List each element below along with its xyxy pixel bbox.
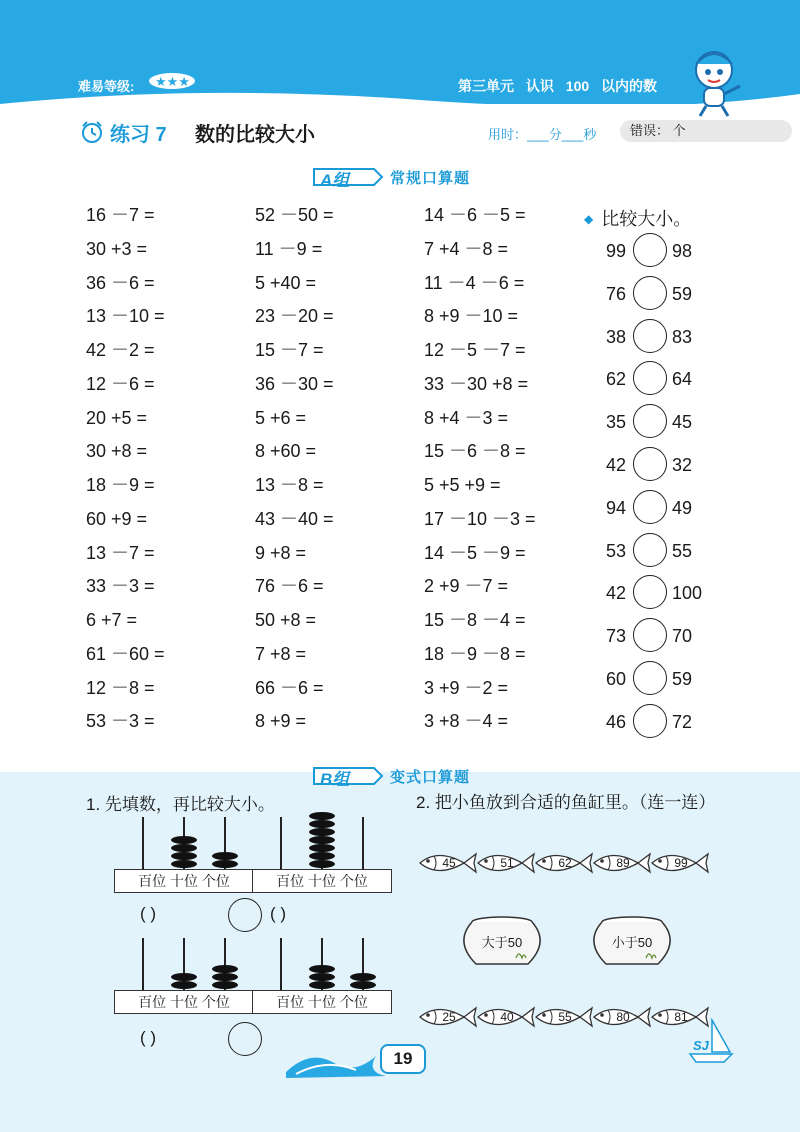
compare-left-number: 46 bbox=[605, 711, 626, 732]
answer-parens-2[interactable]: ( ) bbox=[270, 904, 287, 923]
calc-problem: 5 +6 = bbox=[255, 407, 307, 428]
compare-left-number: 99 bbox=[605, 241, 626, 261]
compare-answer-circle[interactable] bbox=[633, 404, 667, 438]
fish-number: 55 bbox=[558, 1010, 572, 1024]
bead bbox=[171, 860, 197, 868]
calc-problem: 76 －6 = bbox=[255, 576, 324, 597]
wave-decoration-icon bbox=[286, 1038, 386, 1078]
calc-problem: 52 －50 = bbox=[255, 205, 334, 225]
calc-problem: 14 －6 －5 = bbox=[424, 205, 526, 225]
difficulty-stars-icon bbox=[148, 72, 196, 90]
calc-problem: 50 +8 = bbox=[255, 610, 317, 630]
calc-problem: 7 +8 = bbox=[255, 643, 307, 664]
compare-row bbox=[600, 232, 720, 275]
calc-problem: 13 －10 = bbox=[86, 306, 165, 327]
fish[interactable] bbox=[474, 1002, 536, 1032]
bead bbox=[171, 836, 197, 844]
calc-problem: 33 －30 +8 = bbox=[424, 373, 529, 394]
compare-answer-circle[interactable] bbox=[633, 704, 667, 738]
compare-right-number: 100 bbox=[672, 583, 703, 604]
bead bbox=[171, 973, 197, 981]
calc-problem: 14 －5 －9 = bbox=[424, 542, 526, 563]
compare-row bbox=[600, 574, 720, 617]
group-b-name: 变式口算题 bbox=[390, 769, 471, 786]
compare-row bbox=[600, 660, 720, 703]
calc-problem: 5 +5 +9 = bbox=[424, 475, 501, 495]
calc-problem: 13 －8 = bbox=[255, 475, 324, 495]
bead bbox=[171, 852, 197, 860]
difficulty-label: 难易等级: bbox=[78, 79, 135, 94]
calc-problem: 60 +9 = bbox=[86, 508, 148, 529]
question-2-label: 2. 把小鱼放到合适的鱼缸里。（连一连） bbox=[416, 793, 716, 812]
bowl-label: 大于50 bbox=[481, 935, 523, 950]
exercise-number: 练习 7 bbox=[110, 124, 167, 146]
bead bbox=[309, 981, 335, 989]
abacus-3 bbox=[114, 936, 254, 1016]
bead bbox=[309, 820, 335, 828]
compare-answer-circle[interactable] bbox=[633, 447, 667, 481]
fish-row-bottom bbox=[416, 1000, 716, 1040]
calc-problem: 13 －7 = bbox=[86, 542, 155, 563]
compare-list bbox=[600, 232, 720, 746]
diamond-bullet-icon: ◆ bbox=[584, 212, 594, 226]
abacus-place-labels: 百位 十位 个位 bbox=[252, 990, 392, 1014]
compare-right-number: 32 bbox=[672, 454, 693, 475]
calc-problem: 30 +3 = bbox=[86, 238, 148, 259]
abacus-4 bbox=[252, 936, 392, 1016]
group-a-name: 常规口算题 bbox=[390, 170, 471, 187]
bead bbox=[212, 852, 238, 860]
fish-number: 62 bbox=[558, 856, 572, 870]
hundreds-rod bbox=[142, 938, 144, 990]
calc-problem: 30 +8 = bbox=[86, 441, 148, 462]
calc-problem: 43 －40 = bbox=[255, 508, 334, 529]
fish-number: 40 bbox=[500, 1010, 514, 1024]
calc-problem: 36 －6 = bbox=[86, 272, 155, 293]
hundreds-rod bbox=[142, 817, 144, 869]
calc-problem: 2 +9 －7 = bbox=[424, 576, 509, 597]
abacus-place-labels: 百位 十位 个位 bbox=[114, 990, 254, 1014]
abacus-place-labels: 百位 十位 个位 bbox=[114, 869, 254, 893]
exercise-title: 数的比较大小 bbox=[195, 124, 315, 146]
compare-row bbox=[600, 617, 720, 660]
fish-row-top bbox=[416, 846, 716, 886]
compare-answer-circle[interactable] bbox=[633, 233, 667, 267]
calc-problem: 23 －20 = bbox=[255, 306, 334, 327]
compare-left-number: 38 bbox=[605, 326, 626, 347]
compare-circle-1[interactable] bbox=[228, 898, 262, 932]
compare-right-number: 49 bbox=[672, 497, 693, 518]
calc-problem: 16 －7 = bbox=[86, 205, 155, 225]
fish-number: 80 bbox=[616, 1010, 630, 1024]
hundreds-rod bbox=[280, 817, 282, 869]
compare-left-number: 73 bbox=[605, 626, 626, 647]
compare-right-number: 83 bbox=[672, 326, 693, 347]
calc-problem: 8 +9 = bbox=[255, 711, 307, 732]
compare-answer-circle[interactable] bbox=[633, 618, 667, 652]
calc-column-2 bbox=[255, 203, 334, 743]
publisher-mark: SJ bbox=[693, 1038, 709, 1053]
calc-problem: 8 +60 = bbox=[255, 441, 317, 462]
calc-problem: 42 －2 = bbox=[86, 340, 155, 360]
page-number: 19 bbox=[380, 1044, 426, 1074]
compare-row bbox=[600, 703, 720, 746]
compare-right-number: 64 bbox=[672, 369, 693, 390]
compare-answer-circle[interactable] bbox=[633, 490, 667, 524]
calc-problem: 5 +40 = bbox=[255, 272, 317, 293]
bowl-label: 小于50 bbox=[611, 935, 653, 950]
calc-problem: 12 －6 = bbox=[86, 373, 155, 394]
bead bbox=[309, 844, 335, 852]
fish-bowl-less[interactable] bbox=[584, 914, 680, 968]
bead bbox=[309, 860, 335, 868]
compare-answer-circle[interactable] bbox=[633, 319, 667, 353]
compare-right-number: 98 bbox=[672, 241, 693, 261]
svg-text:★★★: ★★★ bbox=[155, 75, 190, 90]
bead bbox=[309, 973, 335, 981]
calc-column-3 bbox=[424, 203, 536, 743]
unit-title: 第三单元 认识 100 以内的数 bbox=[458, 78, 658, 94]
compare-row bbox=[600, 532, 720, 575]
calc-problem: 11 －9 = bbox=[255, 238, 323, 259]
time-used-field[interactable]: 用时：___分___秒 bbox=[488, 127, 597, 142]
fish[interactable] bbox=[590, 1002, 652, 1032]
ones-rod bbox=[362, 817, 364, 869]
calc-problem: 11 －4 －6 = bbox=[424, 272, 525, 293]
bead bbox=[171, 844, 197, 852]
compare-left-number: 62 bbox=[605, 369, 626, 390]
calc-problem: 15 －7 = bbox=[255, 340, 324, 360]
fish-number: 99 bbox=[674, 856, 688, 870]
fish[interactable] bbox=[416, 848, 478, 878]
compare-left-number: 76 bbox=[605, 283, 626, 304]
calc-problem: 18 －9 －8 = bbox=[424, 643, 526, 664]
compare-answer-circle[interactable] bbox=[633, 661, 667, 695]
calc-problem: 12 －8 = bbox=[86, 677, 155, 698]
compare-row bbox=[600, 403, 720, 446]
bead bbox=[309, 836, 335, 844]
fish-number: 89 bbox=[616, 856, 630, 870]
fish-number: 81 bbox=[674, 1010, 688, 1024]
abacus-place-labels: 百位 十位 个位 bbox=[252, 869, 392, 893]
answer-parens-1[interactable]: ( ) bbox=[140, 904, 157, 923]
errors-count-field[interactable]: 错误： 个 bbox=[620, 120, 792, 142]
fish[interactable] bbox=[648, 848, 710, 878]
bead bbox=[212, 860, 238, 868]
calc-problem: 18 －9 = bbox=[86, 475, 155, 495]
fish[interactable] bbox=[416, 1002, 478, 1032]
fish-number: 25 bbox=[442, 1010, 456, 1024]
group-b-badge: B组 bbox=[320, 770, 350, 789]
calc-problem: 15 －8 －4 = bbox=[424, 610, 526, 630]
fish[interactable] bbox=[590, 848, 652, 878]
compare-row bbox=[600, 446, 720, 489]
compare-right-number: 59 bbox=[672, 668, 693, 689]
calc-problem: 66 －6 = bbox=[255, 677, 324, 698]
compare-left-number: 60 bbox=[605, 668, 626, 689]
alarm-clock-icon bbox=[80, 120, 104, 144]
compare-right-number: 59 bbox=[672, 283, 693, 304]
compare-right-number: 45 bbox=[672, 412, 693, 433]
calc-problem: 3 +9 －2 = bbox=[424, 677, 509, 698]
fish[interactable] bbox=[532, 848, 594, 878]
compare-circle-2[interactable] bbox=[228, 1022, 262, 1056]
fish-number: 51 bbox=[500, 856, 514, 870]
calc-problem: 9 +8 = bbox=[255, 542, 307, 563]
fish-bowl-greater[interactable] bbox=[454, 914, 550, 968]
calc-problem: 8 +9 －10 = bbox=[424, 306, 519, 327]
calc-problem: 33 －3 = bbox=[86, 576, 155, 597]
compare-row bbox=[600, 489, 720, 532]
calc-problem: 61 －60 = bbox=[86, 643, 165, 664]
compare-left-number: 53 bbox=[605, 540, 626, 561]
fish-number: 45 bbox=[442, 856, 456, 870]
compare-right-number: 72 bbox=[672, 711, 693, 732]
bead bbox=[212, 973, 238, 981]
calc-problem: 8 +4 －3 = bbox=[424, 407, 509, 428]
answer-parens-3[interactable]: ( ) bbox=[140, 1028, 157, 1047]
abacus-2 bbox=[252, 815, 392, 895]
compare-right-number: 70 bbox=[672, 626, 693, 647]
calc-problem: 17 －10 －3 = bbox=[424, 508, 536, 529]
bead bbox=[309, 828, 335, 836]
group-b-heading bbox=[312, 764, 512, 790]
bead bbox=[212, 981, 238, 989]
mascot-icon bbox=[680, 40, 760, 120]
bead bbox=[171, 981, 197, 989]
calc-problem: 7 +4 －8 = bbox=[424, 238, 509, 259]
calc-problem: 15 －6 －8 = bbox=[424, 441, 526, 462]
bead bbox=[350, 973, 376, 981]
calc-problem: 12 －5 －7 = bbox=[424, 340, 526, 360]
compare-left-number: 42 bbox=[605, 454, 626, 475]
compare-row bbox=[600, 360, 720, 403]
compare-answer-circle[interactable] bbox=[633, 276, 667, 310]
fish[interactable] bbox=[474, 848, 536, 878]
compare-row bbox=[600, 318, 720, 361]
hundreds-rod bbox=[280, 938, 282, 990]
bead bbox=[309, 812, 335, 820]
question-1-label: 1. 先填数，再比较大小。 bbox=[86, 795, 275, 814]
group-a-heading bbox=[312, 165, 512, 191]
compare-right-number: 55 bbox=[672, 540, 693, 561]
fish[interactable] bbox=[532, 1002, 594, 1032]
bead bbox=[212, 965, 238, 973]
exercise-title-row bbox=[80, 118, 720, 148]
calc-column-1 bbox=[86, 203, 165, 743]
calc-problem: 3 +8 －4 = bbox=[424, 711, 509, 732]
compare-left-number: 35 bbox=[605, 412, 626, 433]
calc-problem: 53 －3 = bbox=[86, 711, 155, 732]
compare-heading bbox=[584, 205, 691, 231]
compare-answer-circle[interactable] bbox=[633, 533, 667, 567]
abacus-1 bbox=[114, 815, 254, 895]
compare-left-number: 42 bbox=[605, 583, 626, 604]
compare-left-number: 94 bbox=[605, 497, 626, 518]
calc-problem: 20 +5 = bbox=[86, 407, 148, 428]
compare-row bbox=[600, 275, 720, 318]
bead bbox=[309, 852, 335, 860]
compare-answer-circle[interactable] bbox=[633, 361, 667, 395]
calc-problem: 36 －30 = bbox=[255, 373, 334, 394]
bead bbox=[350, 981, 376, 989]
group-a-badge: A组 bbox=[320, 171, 350, 190]
bead bbox=[309, 965, 335, 973]
compare-answer-circle[interactable] bbox=[633, 575, 667, 609]
calc-problem: 6 +7 = bbox=[86, 610, 138, 630]
compare-heading-text: 比较大小。 bbox=[601, 209, 692, 229]
